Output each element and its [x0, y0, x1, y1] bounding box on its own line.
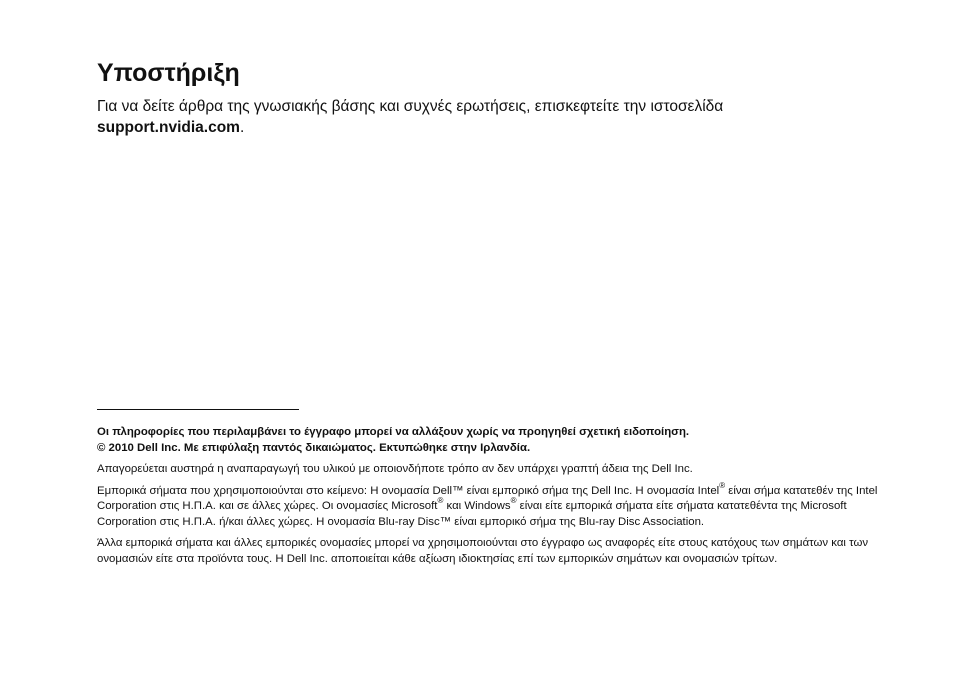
registered-mark: ®: [437, 496, 444, 506]
support-intro-period: .: [239, 119, 245, 136]
trademarks-text-3: και Windows: [443, 500, 511, 512]
support-intro-text: Για να δείτε άρθρα της γνωσιακής βάσης και συχνές ερωτήσεις, επισκεφτείτε την ιστοσελίδα: [97, 98, 724, 115]
registered-mark: ®: [719, 480, 726, 490]
page-title: Υποστήριξη: [97, 59, 240, 87]
other-trademarks-notice: Άλλα εμπορικά σήματα και άλλες εμπορικές ονομασίες μπορεί να χρησιμοποιούνται στο έγγραφο ως αναφορές είτε στους κατόχους των σημάτων και των ονομασιών είτε στα προϊόντα τους. Η Dell Inc. αποποιείται κάθε αξίωση ιδιοκτησίας επί των εμπορικών σημάτων και ονομασιών τρίτων.: [97, 537, 869, 565]
copyright-line: © 2010 Dell Inc. Με επιφύλαξη παντός δικαιώματος. Εκτυπώθηκε στην Ιρλανδία.: [97, 441, 531, 454]
support-link[interactable]: support.nvidia.com: [97, 119, 240, 136]
document-page: [97, 0, 892, 677]
trademarks-text-1: Εμπορικά σήματα που χρησιμοποιούνται στο κείμενο: Η ονομασία Dell™ είναι εμπορικό σήμα της Dell Inc. Η ονομασία Intel: [97, 484, 720, 497]
trademarks-text-4: είναι είτε εμπορικά σήματα είτε σήματα κατατεθέντα της Microsoft Corporation στις Η.Π.Α. ή/και άλλες χώρες. Η ονομασία Blu-ray Disc™ είναι εμπορικό σήμα της Blu-ray Disc Association.: [97, 500, 847, 528]
footnote-divider: [97, 409, 299, 410]
legal-notice: [97, 425, 889, 573]
support-intro: [97, 96, 877, 138]
reproduction-notice: Απαγορεύεται αυστηρά η αναπαραγωγή του υλικού με οποιονδήποτε τρόπο αν δεν υπάρχει γραπτή άδεια της Dell Inc.: [97, 463, 693, 475]
change-notice-line: Οι πληροφορίες που περιλαμβάνει το έγγραφο μπορεί να αλλάξουν χωρίς να προηγηθεί σχετική ειδοποίηση.: [97, 426, 690, 438]
change-notice: [97, 425, 889, 456]
trademarks-text-2: είναι σήμα κατατεθέν της Intel Corporation στις Η.Π.Α. και σε άλλες χώρες. Οι ονομασίες Microsoft: [97, 484, 878, 512]
registered-mark: ®: [510, 496, 517, 506]
trademarks-notice: [97, 480, 889, 531]
